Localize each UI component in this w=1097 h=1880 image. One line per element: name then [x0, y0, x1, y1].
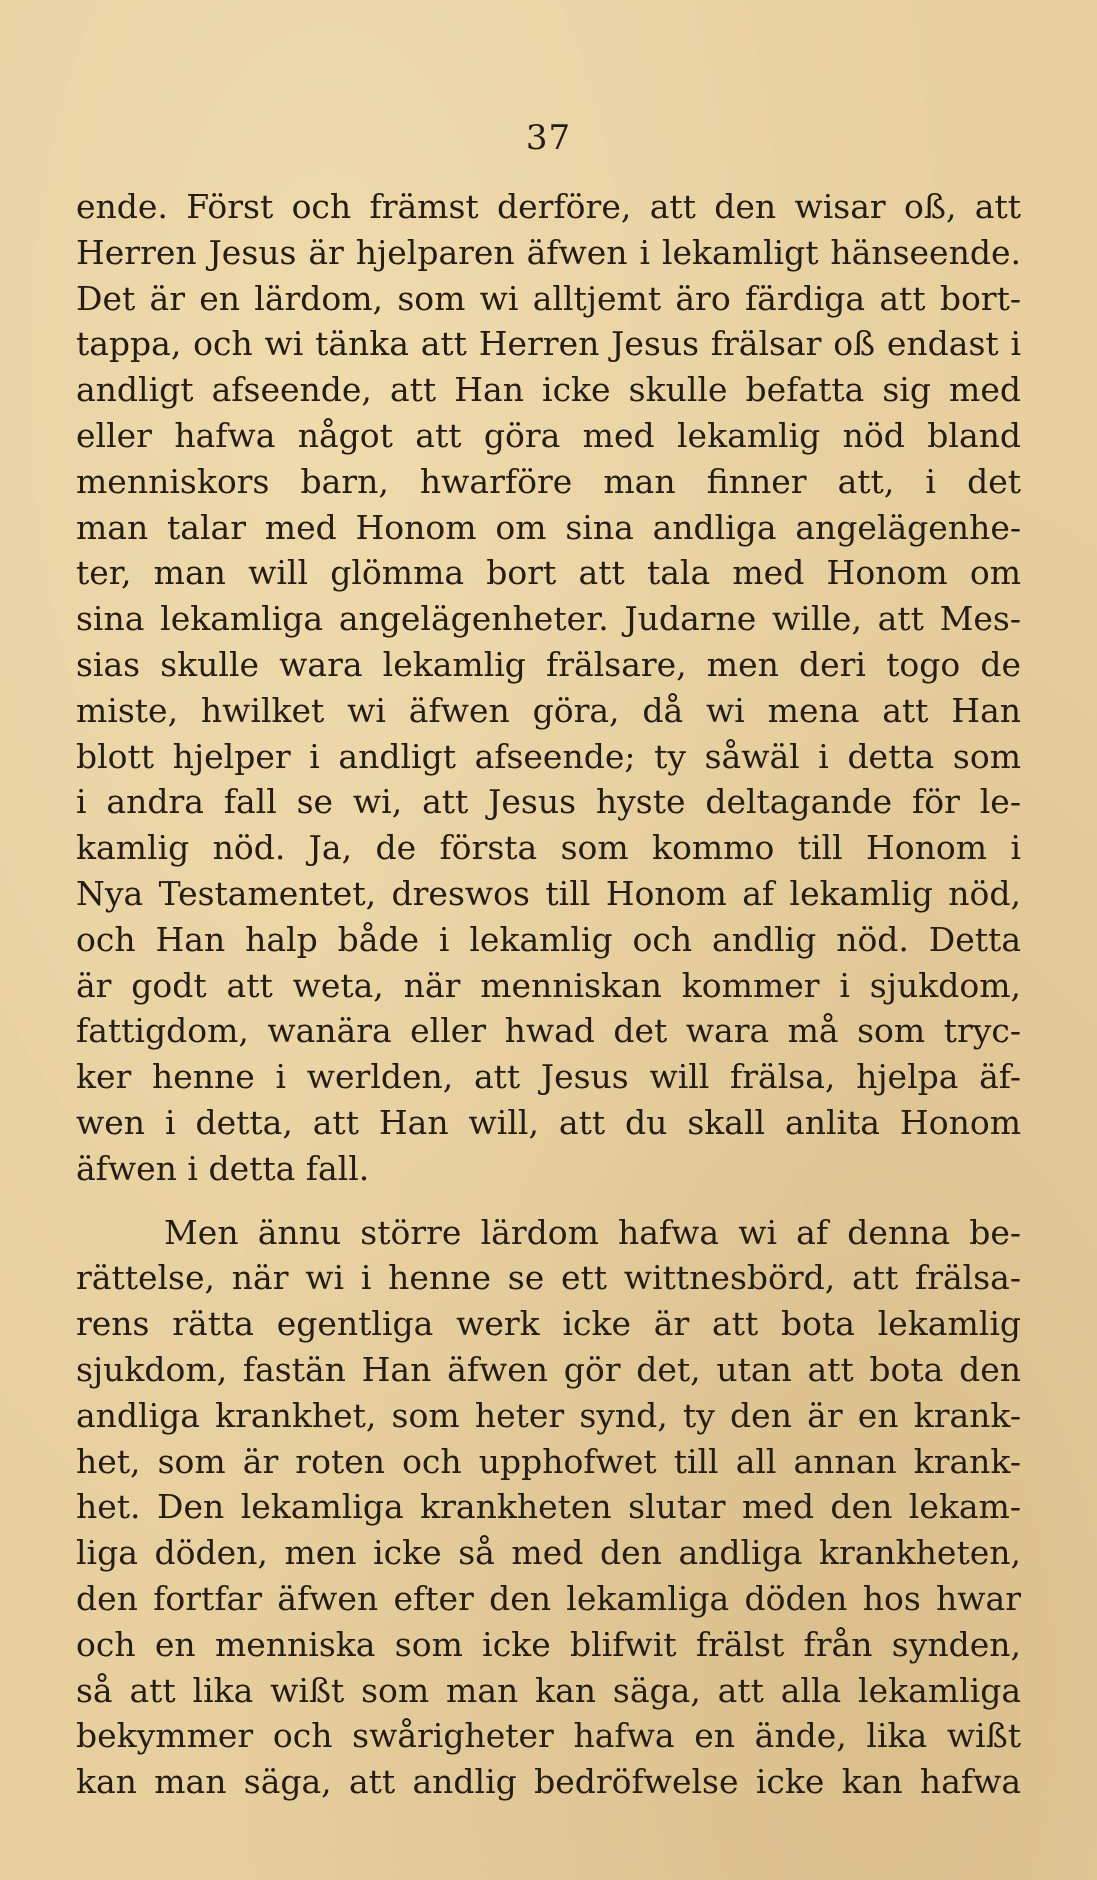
text-line: ker henne i werlden, att Jesus will frälsa, hjelpa äf- — [76, 1057, 1021, 1097]
page-number: 37 — [525, 118, 572, 158]
text-line: blott hjelper i andligt afseende; ty såwäl i detta som — [76, 736, 1021, 776]
text-line: kan man säga, att andlig bedröfwelse icke kan hafwa — [76, 1762, 1021, 1802]
text-line: andliga krankhet, som heter synd, ty den är en krank- — [76, 1395, 1021, 1435]
text-line: bekymmer och swårigheter hafwa en ände, lika wißt — [76, 1716, 1021, 1756]
body-text — [76, 184, 1021, 1805]
paragraph — [76, 184, 1021, 1192]
text-line: äfwen i detta fall. — [76, 1148, 370, 1188]
text-line: i andra fall se wi, att Jesus hyste deltagande för le- — [76, 782, 1021, 822]
text-line: miste, hwilket wi äfwen göra, då wi mena att Han — [76, 690, 1021, 730]
text-line: Men ännu större lärdom hafwa wi af denna be- — [164, 1212, 1021, 1252]
text-line: eller hafwa något att göra med lekamlig nöd bland — [76, 415, 1021, 455]
text-line: het. Den lekamliga krankheten slutar med den lekam- — [76, 1487, 1021, 1527]
text-line: sina lekamliga angelägenheter. Judarne wille, att Mes- — [76, 599, 1021, 639]
text-line: Det är en lärdom, som wi alltjemt äro färdiga att bort- — [76, 278, 1021, 318]
text-line: rättelse, när wi i henne se ett wittnesbörd, att frälsa- — [76, 1258, 1021, 1298]
text-line: Herren Jesus är hjelparen äfwen i lekamligt hänseende. — [76, 232, 1021, 272]
text-line: sias skulle wara lekamlig frälsare, men deri togo de — [76, 644, 1021, 684]
text-line: man talar med Honom om sina andliga angelägenhe- — [76, 507, 1021, 547]
text-line: tappa, och wi tänka att Herren Jesus frälsar oß endast i — [76, 324, 1021, 364]
text-line: kamlig nöd. Ja, de första som kommo till Honom i — [76, 828, 1021, 868]
paragraph-spacer — [76, 1192, 1021, 1210]
text-line: sjukdom, fastän Han äfwen gör det, utan att bota den — [76, 1349, 1021, 1389]
text-line: liga döden, men icke så med den andliga krankheten, — [76, 1533, 1021, 1573]
text-line: het, som är roten och upphofwet till all annan krank- — [76, 1441, 1021, 1481]
text-line: ter, man will glömma bort att tala med Honom om — [76, 553, 1021, 593]
text-line: den fortfar äfwen efter den lekamliga döden hos hwar — [76, 1578, 1021, 1618]
text-line: och Han halp både i lekamlig och andlig nöd. Detta — [76, 919, 1021, 959]
text-line: är godt att weta, när menniskan kommer i sjukdom, — [76, 965, 1021, 1005]
paragraph — [76, 1210, 1021, 1805]
text-line: menniskors barn, hwarföre man finner att, i det — [76, 461, 1021, 501]
text-line: ende. Först och främst derföre, att den wisar oß, att — [76, 187, 1021, 226]
text-line: rens rätta egentliga werk icke är att bota lekamlig — [76, 1304, 1021, 1344]
text-line: och en menniska som icke blifwit frälst från synden, — [76, 1624, 1021, 1664]
text-line: wen i detta, att Han will, att du skall anlita Honom — [76, 1102, 1021, 1142]
text-line: så att lika wißt som man kan säga, att alla lekamliga — [76, 1670, 1021, 1710]
text-line: andligt afseende, att Han icke skulle befatta sig med — [76, 370, 1021, 410]
text-line: Nya Testamentet, dreswos till Honom af lekamlig nöd, — [76, 873, 1021, 913]
text-line: fattigdom, wanära eller hwad det wara må som tryc- — [76, 1011, 1021, 1051]
